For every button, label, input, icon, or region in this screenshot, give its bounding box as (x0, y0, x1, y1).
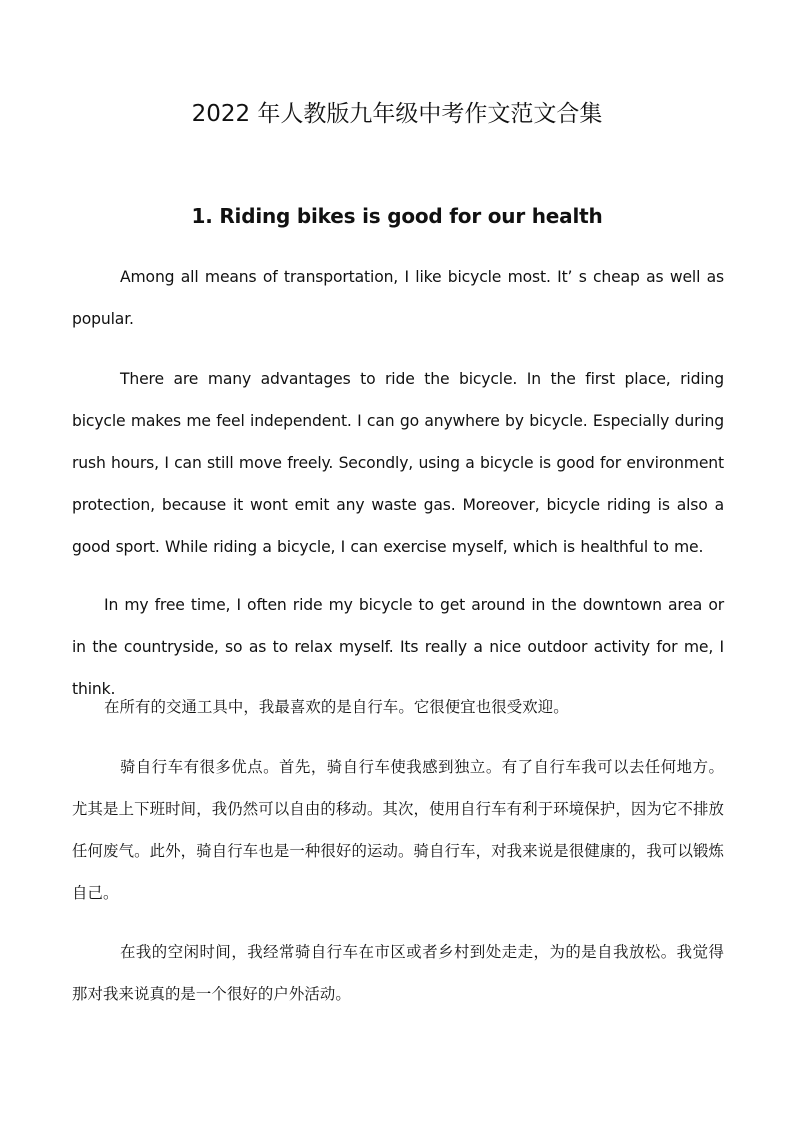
paragraph-zh-1: 在所有的交通工具中，我最喜欢的是自行车。它很便宜也很受欢迎。 (104, 698, 569, 716)
section-heading: 1. Riding bikes is good for our health (191, 204, 603, 228)
paragraph-zh-3: 在我的空闲时间，我经常骑自行车在市区或者乡村到处走走，为的是自我放松。我觉得那对我来说真的是一个很好的户外活动。 (72, 943, 724, 1003)
paragraph-en-1: Among all means of transportation, I like bicycle most. It’ s cheap as well as popular. (72, 268, 724, 328)
document-title: 2022 年人教版九年级中考作文范文合集 (191, 101, 603, 127)
paragraph-en-3: In my free time, I often ride my bicycle to get around in the downtown area or in the countryside, so as to relax myself. Its really a nice outdoor activity for me, I think. (72, 596, 724, 698)
paragraph-zh-2: 骑自行车有很多优点。首先，骑自行车使我感到独立。有了自行车我可以去任何地方。尤其是上下班时间，我仍然可以自由的移动。其次，使用自行车有利于环境保护，因为它不排放任何废气。此外，骑自行车也是一种很好的运动。骑自行车，对我来说是很健康的，我可以锻炼自己。 (72, 758, 724, 902)
paragraph-en-2: There are many advantages to ride the bicycle. In the first place, riding bicycle makes me feel independent. I can go anywhere by bicycle. Especially during rush hours, I can still move freely. Secondly, using a bicycle is good for environment protection, because it wont emit any waste gas. Moreover, bicycle riding is also a good sport. While riding a bicycle, I can exercise myself, which is healthful to me. (72, 370, 724, 556)
